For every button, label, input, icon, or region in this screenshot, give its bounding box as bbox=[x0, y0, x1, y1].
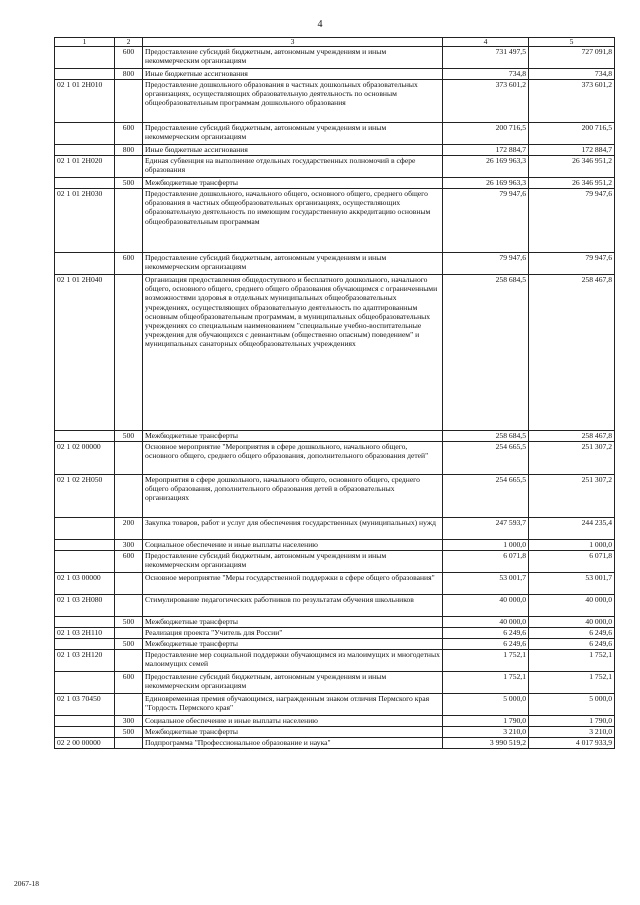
row-code: 02 1 03 00000 bbox=[55, 573, 115, 595]
row-value-col4: 79 947,6 bbox=[443, 189, 529, 253]
row-expense-type bbox=[115, 573, 143, 595]
row-expense-type bbox=[115, 738, 143, 749]
column-header: 2 bbox=[115, 38, 143, 47]
row-value-col5: 251 307,2 bbox=[529, 475, 615, 518]
budget-table bbox=[54, 37, 615, 749]
row-expense-type: 600 bbox=[115, 47, 143, 69]
row-code bbox=[55, 431, 115, 442]
table-row bbox=[55, 727, 615, 738]
row-code: 02 1 01 2Н010 bbox=[55, 80, 115, 123]
row-value-col4: 3 990 519,2 bbox=[443, 738, 529, 749]
column-header: 3 bbox=[143, 38, 443, 47]
row-value-col4: 6 249,6 bbox=[443, 628, 529, 639]
row-code bbox=[55, 672, 115, 694]
row-code bbox=[55, 47, 115, 69]
row-expense-type: 600 bbox=[115, 253, 143, 275]
row-code bbox=[55, 178, 115, 189]
row-description: Мероприятия в сфере дошкольного, начального общего, основного общего, среднего общего образования, дополнительного образования детей в образовательных организациях bbox=[143, 475, 443, 518]
row-expense-type bbox=[115, 628, 143, 639]
row-value-col5: 40 000,0 bbox=[529, 617, 615, 628]
row-expense-type bbox=[115, 475, 143, 518]
row-value-col4: 3 210,0 bbox=[443, 727, 529, 738]
row-description: Стимулирование педагогических работников по результатам обучения школьников bbox=[143, 595, 443, 617]
table-row bbox=[55, 123, 615, 145]
column-header: 4 bbox=[443, 38, 529, 47]
row-value-col4: 40 000,0 bbox=[443, 617, 529, 628]
row-value-col4: 247 593,7 bbox=[443, 518, 529, 540]
row-value-col5: 734,8 bbox=[529, 69, 615, 80]
table-row bbox=[55, 178, 615, 189]
column-header: 5 bbox=[529, 38, 615, 47]
row-value-col5: 244 235,4 bbox=[529, 518, 615, 540]
row-value-col4: 373 601,2 bbox=[443, 80, 529, 123]
table-row bbox=[55, 628, 615, 639]
table-row bbox=[55, 275, 615, 431]
row-expense-type bbox=[115, 156, 143, 178]
row-expense-type: 600 bbox=[115, 123, 143, 145]
row-description: Организация предоставления общедоступного и бесплатного дошкольного, начального общего, основного общего, среднего общего образования обучающимся с ограниченными возможностями здоровья в отдельных муниципальных общеобразовательных учреждениях, осуществляющих образовательную деятельность по адаптированным основным общеобразовательным программам, в муниципальных общеобразовательных учреждениях со специальным наименованием "специальные учебно-воспитательные учреждения для обучающихся с девиантным (общественно опасным) поведением" и муниципальных санаторных общеобразовательных учреждениях bbox=[143, 275, 443, 431]
row-expense-type: 500 bbox=[115, 727, 143, 738]
table-row bbox=[55, 551, 615, 573]
row-expense-type bbox=[115, 275, 143, 431]
row-description: Единая субвенция на выполнение отдельных государственных полномочий в сфере образования bbox=[143, 156, 443, 178]
row-value-col5: 3 210,0 bbox=[529, 727, 615, 738]
row-value-col5: 26 346 951,2 bbox=[529, 178, 615, 189]
row-value-col5: 172 884,7 bbox=[529, 145, 615, 156]
row-description: Социальное обеспечение и иные выплаты населению bbox=[143, 716, 443, 727]
row-expense-type bbox=[115, 595, 143, 617]
row-expense-type bbox=[115, 442, 143, 475]
row-expense-type: 300 bbox=[115, 716, 143, 727]
row-value-col5: 258 467,8 bbox=[529, 431, 615, 442]
row-value-col5: 727 091,8 bbox=[529, 47, 615, 69]
row-code: 02 1 03 2Н120 bbox=[55, 650, 115, 672]
row-expense-type bbox=[115, 694, 143, 716]
row-description: Предоставление субсидий бюджетным, автономным учреждениям и иным некоммерческим организациям bbox=[143, 551, 443, 573]
row-value-col4: 40 000,0 bbox=[443, 595, 529, 617]
table-row bbox=[55, 156, 615, 178]
row-code bbox=[55, 639, 115, 650]
row-description: Реализация проекта "Учитель для России" bbox=[143, 628, 443, 639]
row-value-col4: 1 790,0 bbox=[443, 716, 529, 727]
row-value-col4: 200 716,5 bbox=[443, 123, 529, 145]
table-row bbox=[55, 738, 615, 749]
row-description: Иные бюджетные ассигнования bbox=[143, 69, 443, 80]
table-row bbox=[55, 431, 615, 442]
page-number: 4 bbox=[317, 19, 323, 30]
row-value-col5: 40 000,0 bbox=[529, 595, 615, 617]
row-code: 02 1 02 2Н050 bbox=[55, 475, 115, 518]
table-row bbox=[55, 475, 615, 518]
row-value-col5: 6 249,6 bbox=[529, 639, 615, 650]
table-header-row bbox=[55, 38, 615, 47]
table-row bbox=[55, 617, 615, 628]
row-description: Предоставление субсидий бюджетным, автономным учреждениям и иным некоммерческим организациям bbox=[143, 47, 443, 69]
row-value-col4: 6 071,8 bbox=[443, 551, 529, 573]
row-code bbox=[55, 727, 115, 738]
row-value-col4: 53 001,7 bbox=[443, 573, 529, 595]
row-description: Закупка товаров, работ и услуг для обеспечения государственных (муниципальных) нужд bbox=[143, 518, 443, 540]
row-value-col4: 731 497,5 bbox=[443, 47, 529, 69]
row-code: 02 1 03 2Н080 bbox=[55, 595, 115, 617]
row-expense-type: 300 bbox=[115, 540, 143, 551]
row-value-col4: 734,8 bbox=[443, 69, 529, 80]
table-row bbox=[55, 69, 615, 80]
row-code: 02 1 01 2Н030 bbox=[55, 189, 115, 253]
row-value-col5: 373 601,2 bbox=[529, 80, 615, 123]
row-description: Социальное обеспечение и иные выплаты населению bbox=[143, 540, 443, 551]
row-value-col5: 5 000,0 bbox=[529, 694, 615, 716]
row-description: Межбюджетные трансферты bbox=[143, 617, 443, 628]
row-value-col5: 1 790,0 bbox=[529, 716, 615, 727]
table-row bbox=[55, 253, 615, 275]
table-row bbox=[55, 716, 615, 727]
table-row bbox=[55, 189, 615, 253]
row-value-col4: 1 000,0 bbox=[443, 540, 529, 551]
table-row bbox=[55, 518, 615, 540]
row-value-col4: 1 752,1 bbox=[443, 672, 529, 694]
table-row bbox=[55, 595, 615, 617]
table-row bbox=[55, 47, 615, 69]
table-row bbox=[55, 672, 615, 694]
row-value-col4: 79 947,6 bbox=[443, 253, 529, 275]
row-description: Подпрограмма "Профессиональное образование и наука" bbox=[143, 738, 443, 749]
row-value-col5: 79 947,6 bbox=[529, 253, 615, 275]
row-value-col5: 4 017 933,9 bbox=[529, 738, 615, 749]
row-expense-type: 500 bbox=[115, 431, 143, 442]
row-description: Предоставление мер социальной поддержки обучающимся из малоимущих и многодетных малоимущих семей bbox=[143, 650, 443, 672]
column-header: 1 bbox=[55, 38, 115, 47]
row-expense-type: 500 bbox=[115, 639, 143, 650]
row-description: Основное мероприятие "Мероприятия в сфере дошкольного, начального общего, основного общего, среднего общего образования, дополнительного образования детей" bbox=[143, 442, 443, 475]
row-expense-type: 800 bbox=[115, 69, 143, 80]
table-row bbox=[55, 442, 615, 475]
row-value-col4: 1 752,1 bbox=[443, 650, 529, 672]
row-description: Основное мероприятие "Меры государственной поддержки в сфере общего образования" bbox=[143, 573, 443, 595]
row-expense-type: 600 bbox=[115, 672, 143, 694]
row-code: 02 1 01 2Н020 bbox=[55, 156, 115, 178]
row-description: Предоставление субсидий бюджетным, автономным учреждениям и иным некоммерческим организациям bbox=[143, 672, 443, 694]
row-expense-type: 600 bbox=[115, 551, 143, 573]
row-description: Межбюджетные трансферты bbox=[143, 178, 443, 189]
row-code: 02 1 03 70450 bbox=[55, 694, 115, 716]
row-description: Межбюджетные трансферты bbox=[143, 639, 443, 650]
row-value-col4: 254 665,5 bbox=[443, 475, 529, 518]
row-description: Предоставление дошкольного образования в частных дошкольных образовательных организациях, осуществляющих образовательную деятельность по основным общеобразовательным программам дошкольного образования bbox=[143, 80, 443, 123]
row-expense-type: 200 bbox=[115, 518, 143, 540]
row-expense-type: 500 bbox=[115, 178, 143, 189]
row-value-col4: 254 665,5 bbox=[443, 442, 529, 475]
row-code bbox=[55, 253, 115, 275]
row-code: 02 1 01 2Н040 bbox=[55, 275, 115, 431]
row-value-col4: 26 169 963,3 bbox=[443, 156, 529, 178]
table-row bbox=[55, 639, 615, 650]
row-description: Предоставление дошкольного, начального общего, основного общего, среднего общего образования в частных общеобразовательных организациях, осуществляющих образовательную деятельность по имеющим государственную аккредитацию основным общеобразовательным программам bbox=[143, 189, 443, 253]
row-expense-type bbox=[115, 650, 143, 672]
row-description: Межбюджетные трансферты bbox=[143, 431, 443, 442]
row-code bbox=[55, 716, 115, 727]
row-code: 02 2 00 00000 bbox=[55, 738, 115, 749]
row-value-col4: 6 249,6 bbox=[443, 639, 529, 650]
row-value-col5: 1 000,0 bbox=[529, 540, 615, 551]
row-code bbox=[55, 551, 115, 573]
row-value-col5: 6 071,8 bbox=[529, 551, 615, 573]
row-code bbox=[55, 145, 115, 156]
table-row bbox=[55, 694, 615, 716]
row-value-col4: 26 169 963,3 bbox=[443, 178, 529, 189]
row-code bbox=[55, 518, 115, 540]
row-description: Предоставление субсидий бюджетным, автономным учреждениям и иным некоммерческим организациям bbox=[143, 123, 443, 145]
row-value-col5: 1 752,1 bbox=[529, 650, 615, 672]
row-value-col5: 251 307,2 bbox=[529, 442, 615, 475]
row-value-col5: 79 947,6 bbox=[529, 189, 615, 253]
row-value-col4: 172 884,7 bbox=[443, 145, 529, 156]
table-row bbox=[55, 80, 615, 123]
row-value-col4: 5 000,0 bbox=[443, 694, 529, 716]
row-expense-type bbox=[115, 189, 143, 253]
row-code bbox=[55, 69, 115, 80]
row-value-col5: 26 346 951,2 bbox=[529, 156, 615, 178]
table-row bbox=[55, 650, 615, 672]
table-row bbox=[55, 145, 615, 156]
table-row bbox=[55, 573, 615, 595]
row-value-col5: 258 467,8 bbox=[529, 275, 615, 431]
row-description: Предоставление субсидий бюджетным, автономным учреждениям и иным некоммерческим организациям bbox=[143, 253, 443, 275]
row-value-col5: 53 001,7 bbox=[529, 573, 615, 595]
table-row bbox=[55, 540, 615, 551]
row-value-col4: 258 684,5 bbox=[443, 275, 529, 431]
row-expense-type bbox=[115, 80, 143, 123]
row-expense-type: 800 bbox=[115, 145, 143, 156]
row-code bbox=[55, 123, 115, 145]
document-code: 2067-18 bbox=[14, 879, 39, 888]
row-value-col5: 1 752,1 bbox=[529, 672, 615, 694]
row-code: 02 1 02 00000 bbox=[55, 442, 115, 475]
row-value-col5: 6 249,6 bbox=[529, 628, 615, 639]
row-value-col5: 200 716,5 bbox=[529, 123, 615, 145]
row-value-col4: 258 684,5 bbox=[443, 431, 529, 442]
row-description: Иные бюджетные ассигнования bbox=[143, 145, 443, 156]
row-expense-type: 500 bbox=[115, 617, 143, 628]
row-code: 02 1 03 2Н110 bbox=[55, 628, 115, 639]
row-code bbox=[55, 617, 115, 628]
row-code bbox=[55, 540, 115, 551]
row-description: Межбюджетные трансферты bbox=[143, 727, 443, 738]
row-description: Единовременная премия обучающимся, награжденным знаком отличия Пермского края "Гордость Пермского края" bbox=[143, 694, 443, 716]
